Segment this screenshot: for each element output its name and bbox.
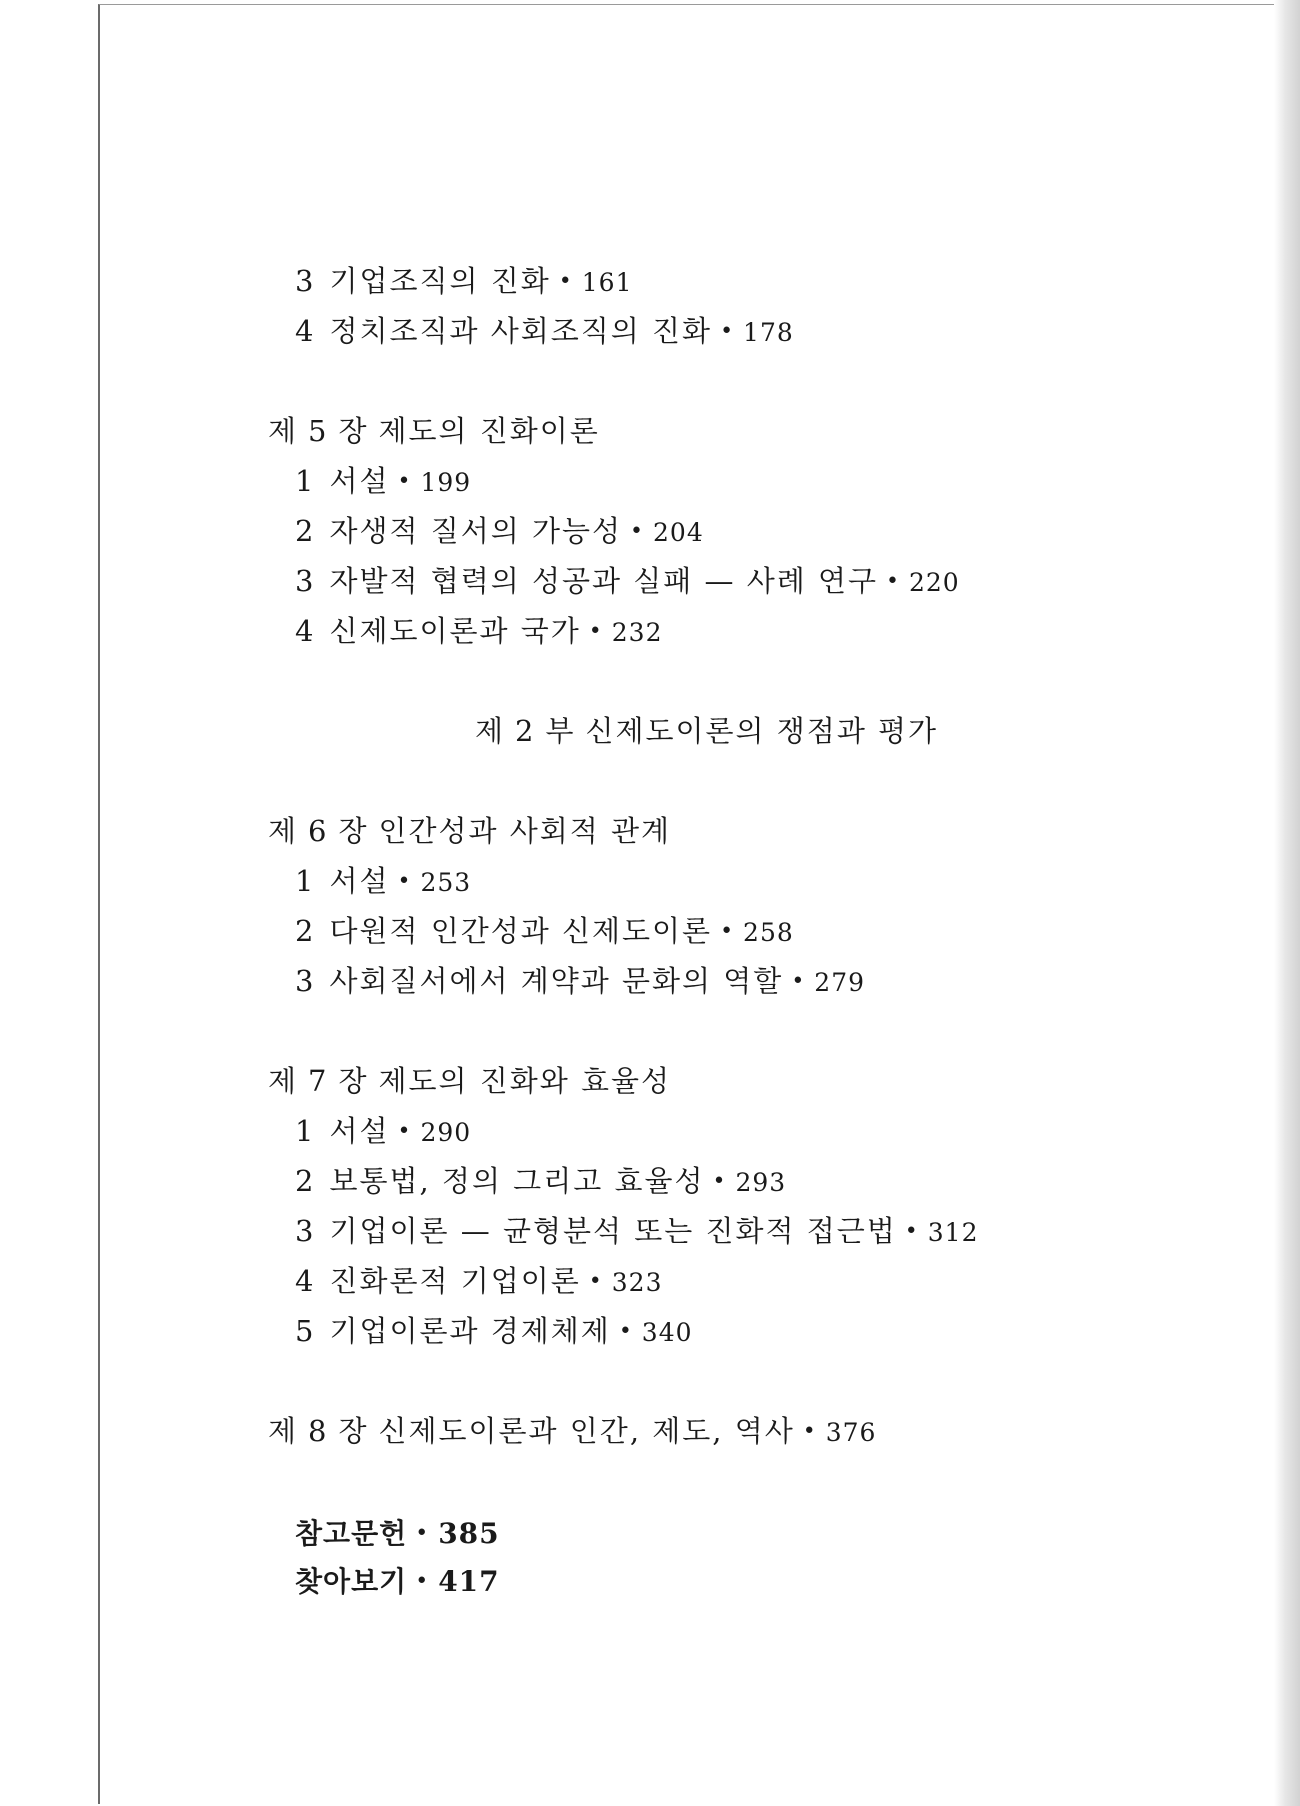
appendix-entry xyxy=(295,1567,500,1596)
page-number: 385 xyxy=(438,1517,500,1550)
page-number: 290 xyxy=(420,1118,472,1147)
chapter-number: 7 xyxy=(308,1064,329,1098)
toc-entry xyxy=(295,1264,663,1298)
toc-entry xyxy=(295,964,866,998)
page-number: 199 xyxy=(420,468,472,497)
separator-dot: • xyxy=(397,869,413,894)
page-number: 293 xyxy=(735,1168,787,1197)
section-title: 서설 xyxy=(329,464,390,498)
chapter-number: 5 xyxy=(308,414,329,448)
separator-dot: • xyxy=(397,1119,413,1144)
section-number: 1 xyxy=(295,864,316,898)
page-number: 323 xyxy=(611,1268,663,1297)
toc-entry xyxy=(295,264,633,298)
section-number: 4 xyxy=(295,1264,316,1298)
section-title: 서설 xyxy=(329,864,390,898)
page-number: 220 xyxy=(908,568,960,597)
toc-entry xyxy=(295,1314,693,1348)
separator-dot: • xyxy=(885,569,901,594)
chapter-suffix: 장 xyxy=(338,1064,369,1098)
toc-entry xyxy=(295,464,472,498)
appendix-entry xyxy=(295,1519,500,1548)
toc-entry xyxy=(295,564,960,598)
section-number: 2 xyxy=(295,914,316,948)
chapter-prefix: 제 xyxy=(268,814,299,848)
chapter-prefix: 제 xyxy=(268,414,299,448)
separator-dot: • xyxy=(415,1569,431,1594)
page-number: 279 xyxy=(814,968,866,997)
chapter-title: 신제도이론과 인간, 제도, 역사 xyxy=(378,1414,795,1448)
section-number: 2 xyxy=(295,1164,316,1198)
separator-dot: • xyxy=(397,469,413,494)
toc-entry xyxy=(295,864,472,898)
toc-entry xyxy=(295,314,794,348)
book-page xyxy=(98,4,1278,1804)
page-number: 312 xyxy=(927,1218,979,1247)
section-number: 5 xyxy=(295,1314,316,1348)
toc-entry xyxy=(295,914,794,948)
chapter-suffix: 장 xyxy=(338,814,369,848)
separator-dot: • xyxy=(588,1269,604,1294)
section-number: 3 xyxy=(295,964,316,998)
separator-dot: • xyxy=(802,1419,818,1444)
chapter-heading xyxy=(268,414,600,448)
section-number: 1 xyxy=(295,1114,316,1148)
appendix-title: 찾아보기 xyxy=(295,1565,408,1598)
page-edge-shadow xyxy=(1274,0,1300,1806)
separator-dot: • xyxy=(618,1319,634,1344)
section-number: 2 xyxy=(295,514,316,548)
page-number: 253 xyxy=(420,868,472,897)
section-title: 서설 xyxy=(329,1114,390,1148)
chapter-suffix: 장 xyxy=(338,414,369,448)
section-title: 보통법, 정의 그리고 효율성 xyxy=(329,1164,705,1198)
table-of-contents xyxy=(100,5,1278,1804)
separator-dot: • xyxy=(720,319,736,344)
section-title: 자발적 협력의 성공과 실패 — 사례 연구 xyxy=(329,564,878,598)
page-number: 258 xyxy=(743,918,794,947)
page-number: 340 xyxy=(641,1318,693,1347)
appendix-title: 참고문헌 xyxy=(295,1517,408,1550)
separator-dot: • xyxy=(712,1169,728,1194)
separator-dot: • xyxy=(415,1521,431,1546)
viewer-margin xyxy=(0,0,98,1806)
part-heading xyxy=(475,714,939,748)
page-number: 204 xyxy=(653,518,704,547)
separator-dot: • xyxy=(630,519,646,544)
section-title: 기업이론 — 균형분석 또는 진화적 접근법 xyxy=(329,1214,897,1248)
section-number: 3 xyxy=(295,1214,316,1248)
section-title: 신제도이론과 국가 xyxy=(329,614,581,648)
toc-entry xyxy=(295,1114,472,1148)
section-number: 3 xyxy=(295,564,316,598)
page-number: 161 xyxy=(581,268,633,297)
toc-entry xyxy=(295,614,663,648)
toc-entry xyxy=(295,514,704,548)
chapter-prefix: 제 xyxy=(268,1414,299,1448)
chapter-heading xyxy=(268,1414,877,1448)
chapter-title: 제도의 진화이론 xyxy=(378,414,600,448)
section-title: 다원적 인간성과 신제도이론 xyxy=(329,914,713,948)
toc-entry xyxy=(295,1164,787,1198)
chapter-number: 8 xyxy=(308,1414,329,1448)
page-number: 376 xyxy=(825,1418,877,1447)
section-title: 사회질서에서 계약과 문화의 역할 xyxy=(329,964,784,998)
section-title: 자생적 질서의 가능성 xyxy=(329,514,623,548)
section-number: 4 xyxy=(295,314,316,348)
chapter-number: 6 xyxy=(308,814,329,848)
section-title: 기업조직의 진화 xyxy=(329,264,551,298)
section-number: 1 xyxy=(295,464,316,498)
chapter-title: 인간성과 사회적 관계 xyxy=(378,814,672,848)
separator-dot: • xyxy=(588,619,604,644)
chapter-title: 제도의 진화와 효율성 xyxy=(378,1064,672,1098)
chapter-prefix: 제 xyxy=(268,1064,299,1098)
separator-dot: • xyxy=(720,919,736,944)
separator-dot: • xyxy=(558,269,574,294)
separator-dot: • xyxy=(904,1219,920,1244)
part-number: 2 xyxy=(515,714,536,748)
page-number: 232 xyxy=(611,618,663,647)
toc-entry xyxy=(295,1214,979,1248)
page-number: 417 xyxy=(438,1565,500,1598)
part-title: 신제도이론의 쟁점과 평가 xyxy=(585,714,939,748)
section-number: 3 xyxy=(295,264,316,298)
chapter-heading xyxy=(268,1064,672,1098)
part-prefix: 제 xyxy=(475,714,506,748)
separator-dot: • xyxy=(791,969,807,994)
section-title: 기업이론과 경제체제 xyxy=(329,1314,611,1348)
section-title: 진화론적 기업이론 xyxy=(329,1264,581,1298)
chapter-heading xyxy=(268,814,672,848)
page-number: 178 xyxy=(743,318,794,347)
chapter-suffix: 장 xyxy=(338,1414,369,1448)
section-title: 정치조직과 사회조직의 진화 xyxy=(329,314,713,348)
part-suffix: 부 xyxy=(545,714,576,748)
section-number: 4 xyxy=(295,614,316,648)
